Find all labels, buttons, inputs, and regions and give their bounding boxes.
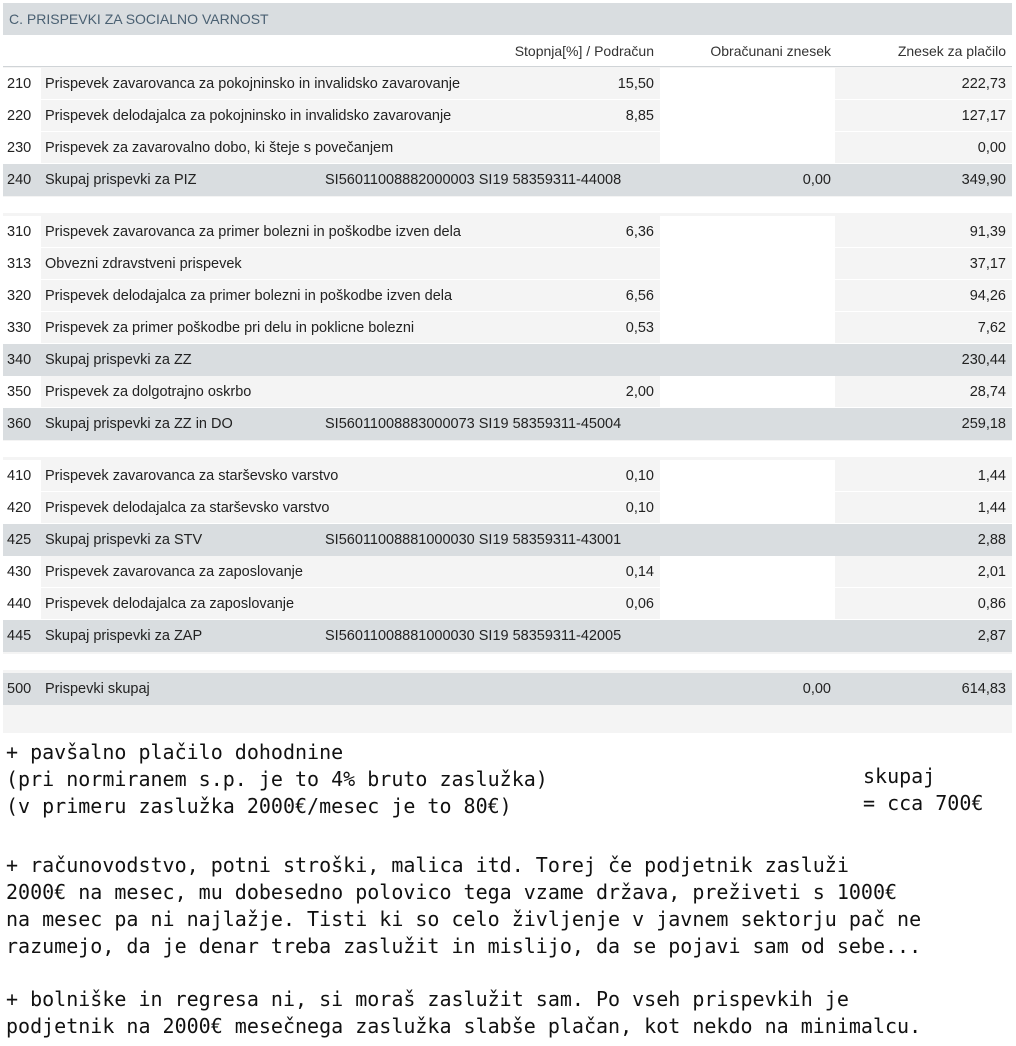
row-rate: 0,06 xyxy=(492,588,660,619)
row-calculated xyxy=(660,280,835,311)
row-code: 440 xyxy=(3,588,41,619)
column-header-payable: Znesek za plačilo xyxy=(897,43,1006,59)
note-total: skupaj = cca 700€ xyxy=(863,764,984,815)
row-code: 320 xyxy=(3,280,41,311)
row-payable: 1,44 xyxy=(835,492,1012,523)
row-payable: 37,17 xyxy=(835,248,1012,279)
payment-account: SI56011008883000073 SI19 58359311-45004 xyxy=(325,416,622,432)
row-payable: 614,83 xyxy=(961,681,1006,697)
row-calculated xyxy=(660,408,835,439)
row-rate xyxy=(492,248,660,279)
row-description: Obvezni zdravstveni prispevek xyxy=(41,248,492,279)
row-rate: 15,50 xyxy=(492,68,660,99)
row-rate xyxy=(492,164,660,195)
row-rate xyxy=(492,620,660,651)
total-row xyxy=(3,673,1012,705)
row-description: Prispevek za primer poškodbe pri delu in poklicne bolezni xyxy=(41,312,492,343)
row-description: Skupaj prispevki za ZZ in DO xyxy=(45,416,233,432)
row-calculated xyxy=(660,216,835,247)
row-description: Prispevek delodajalca za primer bolezni in poškodbe izven dela xyxy=(41,280,492,311)
row-code: 310 xyxy=(3,216,41,247)
row-payable: 7,62 xyxy=(835,312,1012,343)
row-payable: 2,01 xyxy=(835,556,1012,587)
row-description: Prispevek zavarovanca za pokojninsko in invalidsko zavarovanje xyxy=(41,68,492,99)
row-rate xyxy=(492,524,660,555)
row-description: Skupaj prispevki za STV xyxy=(45,532,203,548)
total-row xyxy=(3,620,1012,652)
row-payable: 91,39 xyxy=(835,216,1012,247)
table-row xyxy=(3,100,1012,132)
row-payable: 259,18 xyxy=(961,416,1006,432)
row-code: 330 xyxy=(3,312,41,343)
row-rate: 2,00 xyxy=(492,376,660,407)
row-payable: 127,17 xyxy=(835,100,1012,131)
table-row xyxy=(3,588,1012,620)
row-code: 210 xyxy=(3,68,41,99)
row-rate: 8,85 xyxy=(492,100,660,131)
row-payable: 230,44 xyxy=(961,352,1006,368)
row-description: Prispevek delodajalca za starševsko varstvo xyxy=(41,492,492,523)
row-spacer xyxy=(3,441,1012,457)
row-calculated xyxy=(660,100,835,131)
row-calculated xyxy=(660,68,835,99)
row-code: 313 xyxy=(3,248,41,279)
row-description: Prispevek zavarovanca za starševsko varstvo xyxy=(41,460,492,491)
row-calculated xyxy=(660,344,835,375)
total-row xyxy=(3,408,1012,440)
table-header-row xyxy=(3,35,1012,67)
table-row xyxy=(3,248,1012,280)
row-code: 230 xyxy=(3,132,41,163)
payment-account: SI56011008882000003 SI19 58359311-44008 xyxy=(325,172,622,188)
row-payable: 0,86 xyxy=(835,588,1012,619)
table-row xyxy=(3,132,1012,164)
row-rate xyxy=(492,132,660,163)
row-code: 420 xyxy=(3,492,41,523)
row-calculated xyxy=(660,248,835,279)
row-payable: 2,88 xyxy=(977,532,1006,548)
row-description: Prispevek za zavarovalno dobo, ki šteje s povečanjem xyxy=(41,132,492,163)
row-description: Prispevek delodajalca za zaposlovanje xyxy=(41,588,492,619)
total-row xyxy=(3,164,1012,196)
row-rate: 6,36 xyxy=(492,216,660,247)
section-title: C. PRISPEVKI ZA SOCIALNO VARNOST xyxy=(3,3,1012,35)
row-calculated xyxy=(660,460,835,491)
row-code: 240 xyxy=(7,172,32,188)
payment-account: SI56011008881000030 SI19 58359311-42005 xyxy=(325,628,622,644)
note-sick-leave: + bolniške in regresa ni, si moraš zaslužit sam. Po vseh prispevkih je podjetnik na 2000€ mesečnega zaslužka slabše plačan, kot nekdo na minimalcu. xyxy=(6,987,922,1038)
row-code: 350 xyxy=(3,376,41,407)
table-row xyxy=(3,312,1012,344)
row-payable: 0,00 xyxy=(835,132,1012,163)
row-calculated xyxy=(660,312,835,343)
column-header-calculated: Obračunani znesek xyxy=(710,43,831,59)
row-calculated xyxy=(660,492,835,523)
row-calculated: 0,00 xyxy=(802,681,831,697)
note-costs: + računovodstvo, potni stroški, malica itd. Torej če podjetnik zasluži 2000€ na mesec, mu dobesedno polovico tega vzame država, preživeti s 1000€ na mesec pa ni najlažje. Tisti ki so celo življenje v javnem sektorju pač ne razumejo, da je denar treba zaslužit in mislijo, da se pojavi sam od sebe... xyxy=(6,853,922,958)
row-spacer xyxy=(3,654,1012,670)
row-rate xyxy=(492,344,660,375)
column-header-rate: Stopnja[%] / Podračun xyxy=(514,43,654,59)
row-payable: 2,87 xyxy=(977,628,1006,644)
row-rate: 0,10 xyxy=(492,492,660,523)
table-row xyxy=(3,280,1012,312)
row-calculated xyxy=(660,376,835,407)
row-calculated xyxy=(660,588,835,619)
row-code: 410 xyxy=(3,460,41,491)
payment-account: SI56011008881000030 SI19 58359311-43001 xyxy=(325,532,622,548)
row-description: Prispevek delodajalca za pokojninsko in invalidsko zavarovanje xyxy=(41,100,492,131)
row-calculated xyxy=(660,620,835,651)
row-rate: 6,56 xyxy=(492,280,660,311)
row-calculated xyxy=(660,132,835,163)
note-income-tax: + pavšalno plačilo dohodnine (pri normiranem s.p. je to 4% bruto zaslužka) (v primeru zaslužka 2000€/mesec je to 80€) xyxy=(6,740,548,818)
row-spacer xyxy=(3,197,1012,213)
table-row xyxy=(3,376,1012,408)
row-code: 430 xyxy=(3,556,41,587)
total-row xyxy=(3,344,1012,376)
row-code: 445 xyxy=(7,628,32,644)
row-rate: 0,10 xyxy=(492,460,660,491)
row-code: 425 xyxy=(7,532,32,548)
row-code: 360 xyxy=(7,416,32,432)
total-row xyxy=(3,524,1012,556)
row-code: 340 xyxy=(7,352,32,368)
row-calculated xyxy=(660,556,835,587)
row-payable: 349,90 xyxy=(961,172,1006,188)
row-description: Prispevek zavarovanca za zaposlovanje xyxy=(41,556,492,587)
table-row xyxy=(3,216,1012,248)
contributions-table xyxy=(3,3,1012,733)
row-description: Skupaj prispevki za ZZ xyxy=(45,352,192,368)
row-rate: 0,14 xyxy=(492,556,660,587)
row-payable: 28,74 xyxy=(835,376,1012,407)
row-code: 500 xyxy=(7,681,32,697)
row-payable: 94,26 xyxy=(835,280,1012,311)
row-code: 220 xyxy=(3,100,41,131)
row-description: Skupaj prispevki za ZAP xyxy=(45,628,203,644)
row-rate xyxy=(492,673,660,704)
row-calculated: 0,00 xyxy=(802,172,831,188)
table-row xyxy=(3,556,1012,588)
row-payable: 1,44 xyxy=(835,460,1012,491)
row-description: Skupaj prispevki za PIZ xyxy=(45,172,197,188)
row-rate xyxy=(492,408,660,439)
row-description: Prispevek zavarovanca za primer bolezni in poškodbe izven dela xyxy=(41,216,492,247)
row-description: Prispevki skupaj xyxy=(45,681,150,697)
row-calculated xyxy=(660,524,835,555)
row-rate: 0,53 xyxy=(492,312,660,343)
table-row xyxy=(3,460,1012,492)
table-row xyxy=(3,68,1012,100)
row-payable: 222,73 xyxy=(835,68,1012,99)
table-row xyxy=(3,492,1012,524)
row-description: Prispevek za dolgotrajno oskrbo xyxy=(41,376,492,407)
